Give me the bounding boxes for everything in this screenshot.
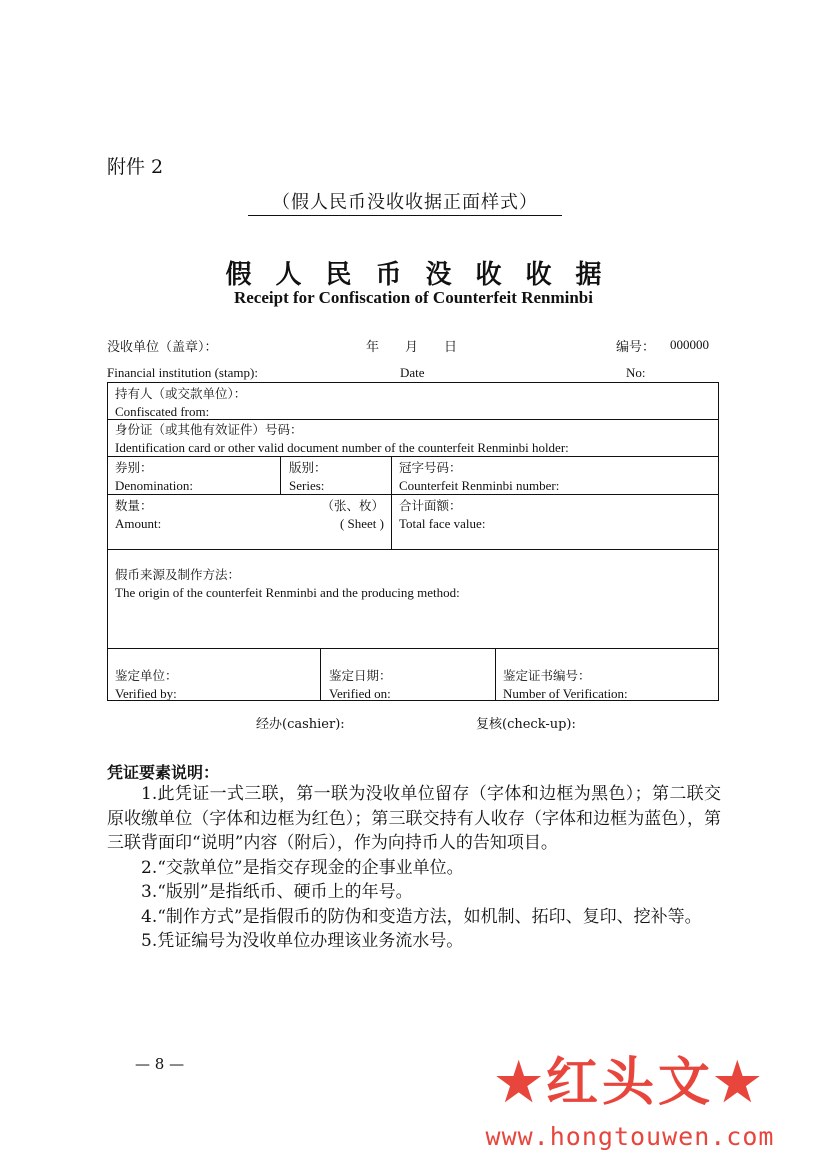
verified-on-label-en: Verified on: xyxy=(329,686,391,701)
institution-stamp-label-cn: 没收单位（盖章）： xyxy=(107,340,218,355)
star-icon: ★ xyxy=(495,1052,546,1113)
watermark-url: www.hongtouwen.com xyxy=(485,1122,775,1151)
verified-by-label-cn: 鉴定单位： xyxy=(115,668,178,683)
denomination-label-cn: 券别： xyxy=(115,460,153,475)
verification-number-label-cn: 鉴定证书编号： xyxy=(503,668,591,683)
origin-label-en: The origin of the counterfeit Renminbi and the producing method: xyxy=(115,585,460,600)
verification-number-label-en: Number of Verification: xyxy=(503,686,628,701)
holder-label-en: Confiscated from: xyxy=(115,404,210,419)
watermark-text: 红头文 xyxy=(545,1052,714,1113)
institution-stamp-label-en: Financial institution (stamp): xyxy=(107,365,258,380)
note-item: 4.“制作方式”是指假币的防伪和变造方法，如机制、拓印、复印、挖补等。 xyxy=(141,906,702,927)
document-subtitle: （假人民币没收收据正面样式） xyxy=(248,188,562,216)
amount-label-en: Amount: xyxy=(115,516,162,531)
serial-number-label-en: Counterfeit Renminbi number: xyxy=(399,478,560,493)
denomination-label-en: Denomination: xyxy=(115,478,193,493)
date-label-en: Date xyxy=(400,365,425,380)
serial-number-label-cn: 冠字号码： xyxy=(399,460,462,475)
document-title-cn: 假人民币没收收据 xyxy=(225,260,626,290)
series-label-en: Series: xyxy=(289,478,325,493)
id-label-cn: 身份证（或其他有效证件）号码： xyxy=(115,422,303,437)
checkup-label: 复核(check-up): xyxy=(476,717,576,732)
note-item: 3.“版别”是指纸币、硬币上的年号。 xyxy=(141,882,413,902)
cashier-label: 经办(cashier): xyxy=(256,717,345,732)
verified-on-label-cn: 鉴定日期： xyxy=(329,668,392,683)
annex-label: 附件 2 xyxy=(107,156,164,178)
note-item: 1.此凭证一式三联，第一联为没收单位留存（字体和边框为黑色）；第二联交原收缴单位（字体和边框为红色）；第三联交持有人收存（字体和边框为蓝色），第三联背面印“说明”内容（附后），作为向持币人的告知项目。 xyxy=(107,784,721,853)
amount-label-cn: 数量： xyxy=(115,498,153,513)
amount-unit-cn: （张、枚） xyxy=(321,498,384,513)
total-face-value-label-cn: 合计面额： xyxy=(399,498,462,513)
receipt-number: 000000 xyxy=(670,337,709,352)
note-item: 5.凭证编号为没收单位办理该业务流水号。 xyxy=(141,931,464,951)
holder-label-cn: 持有人（或交款单位）： xyxy=(115,386,247,401)
origin-label-cn: 假币来源及制作方法： xyxy=(115,567,241,582)
number-label-cn: 编号： xyxy=(616,340,656,355)
star-icon: ★ xyxy=(714,1052,765,1113)
note-item: 2.“交款单位”是指交存现金的企事业单位。 xyxy=(141,857,464,878)
amount-unit-en: ( Sheet ) xyxy=(339,516,384,531)
number-label-en: No: xyxy=(626,365,646,380)
document-title-en: Receipt for Confiscation of Counterfeit Renminbi xyxy=(233,288,593,307)
date-label-cn: 年 月 日 xyxy=(366,340,458,355)
page-number: — 8 — xyxy=(135,1055,185,1073)
id-label-en: Identification card or other valid document number of the counterfeit Renminbi holder: xyxy=(115,440,569,455)
watermark xyxy=(440,1040,820,1160)
notes-heading: 凭证要素说明： xyxy=(107,763,220,782)
series-label-cn: 版别： xyxy=(289,460,327,475)
receipt-form xyxy=(107,382,719,701)
notes-list xyxy=(107,782,721,954)
verified-by-label-en: Verified by: xyxy=(115,686,177,701)
total-face-value-label-en: Total face value: xyxy=(399,516,486,531)
